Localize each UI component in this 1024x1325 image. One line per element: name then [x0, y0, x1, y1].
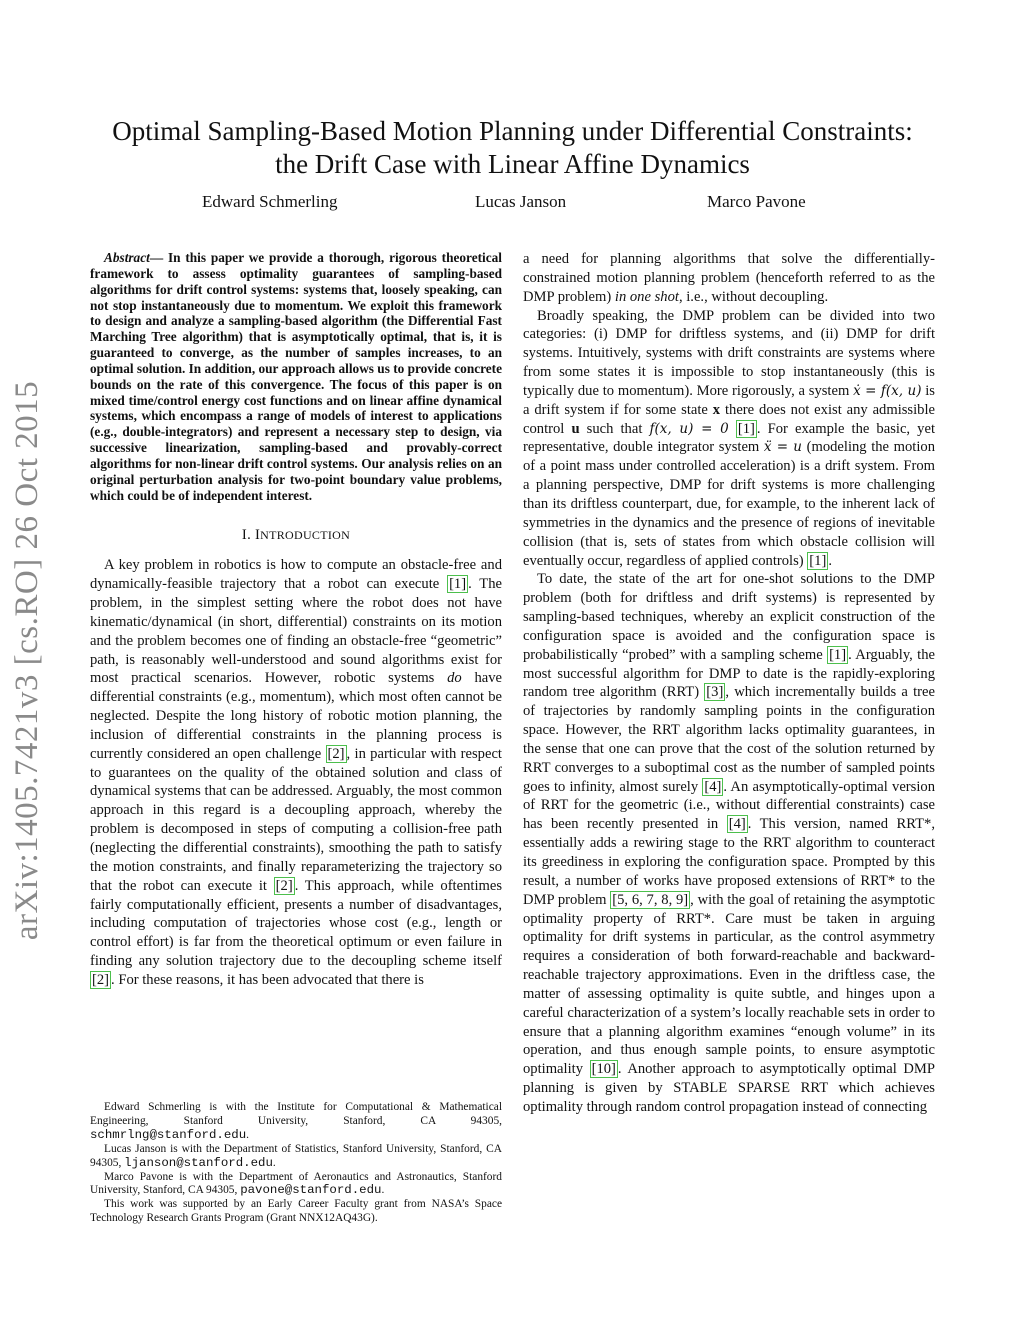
citation-link[interactable]: [1]: [829, 646, 847, 663]
section-heading-introduction: I. INTRODUCTION: [241, 526, 351, 543]
citation-link[interactable]: [2]: [275, 877, 293, 894]
footnote: Edward Schmerling is with the Institute for Computational & Mathematical Engineering, Stanford University, Stanford, CA 94305, schmrlng@stanford.edu.: [90, 1101, 502, 1142]
author-name: Marco Pavone: [707, 192, 806, 211]
body-paragraph-continued: a need for planning algorithms that solve the differentially-constrained motion planning problem (henceforth referred to as the DMP problem) in one shot, i.e., without decoupling.: [523, 251, 935, 305]
email-link[interactable]: schmrlng@stanford.edu: [90, 1127, 247, 1142]
email-link[interactable]: pavone@stanford.edu: [240, 1183, 382, 1198]
title-line-1: Optimal Sampling-Based Motion Planning under Differential Constraints:: [112, 116, 913, 146]
citation-link[interactable]: [3]: [706, 684, 724, 701]
abstract-text: — In this paper we provide a thorough, rigorous theoretical framework to assess optimality guarantees of sampling-based algorithms for drift control systems: systems that, loosely speaking, can not stop instantaneously due to momentum. We exploit this framework to design and analyze a sampling-based algorithm (the Differential Fast Marching Tree algorithm) that is asymptotically optimal, that is, it is guaranteed to converge, as the number of samples increases, to an optimal solution. In addition, our approach allows us to provide concrete bounds on the rate of this convergence. The focus of this paper is on mixed time/control energy cost functions and on linear affine dynamical systems, which encompass a range of models of interest to applications (e.g., double-integrators) and represent a necessary step to design, via successive linearization, sampling-based and provably-correct algorithms for non-linear drift control systems. Our analysis relies on an original perturbation analysis for two-point boundary value problems, which could be of independent interest.: [90, 250, 503, 503]
left-column: [90, 250, 502, 990]
right-column: [523, 250, 935, 1117]
intro-paragraph: A key problem in robotics is how to compute an obstacle-free and dynamically-feasible trajectory that a robot can execute [1] . The problem, in the simplest setting where the robot does not have kinematic/dynamical (in short, differential) constraints on its motion and the problem becomes one of finding an obstacle-free “geometric” path, is reasonably well-understood and sound algorithms exist for most practical scenarios. However, robotic systems do have differential constraints (e.g., momentum), which most often cannot be neglected. Despite the long history of robotic motion planning, the inclusion of differential constraints in the planning process is currently considered an open challenge [2] , in particular with respect to guarantees on the quality of the obtained solution and class of dynamical systems that can be addressed. Arguably, the most common approach in this regard is a decoupling approach, whereby the problem is decomposed in steps of computing a collision-free path (neglecting the differential constraints), smoothing the path to satisfy the motion constraints, and finally reparameterizing the trajectory so that the robot can execute it [2] . This approach, while oftentimes fairly computationally efficient, presents a number of disadvantages, including computation of trajectories whose cost (e.g., length or control effort) is far from the theoretical optimum or even failure in finding any solution trajectory due to the decoupling scheme itself [2] . For these reasons, it has been advocated that there is: [90, 557, 503, 988]
body-paragraph: To date, the state of the art for one-shot solutions to the DMP problem (both for driftless and drift systems) is represented by sampling-based techniques, whereby an explicit construction of the configuration space is avoided and the configuration space is probabilistically “probed” with a sampling scheme [1] . Arguably, the most successful algorithm for DMP to date is the rapidly-exploring random tree algorithm (RRT) [3] , which incrementally builds a tree of trajectories by randomly sampling points in the configuration space. However, the RRT algorithm lacks optimality guarantees, in the sense that one can prove that the cost of the solution returned by RRT converges to a suboptimal cost as the number of sampled points goes to infinity, almost surely [4] . An asymptotically-optimal version of RRT for the geometric (i.e., without differential constraints) case has been recently presented in [4] . This version, named RRT*, essentially adds a rewiring stage to the RRT algorithm to counteract its greediness in exploring the configuration space. Prompted by this result, a number of works have proposed extensions of RRT* to the DMP problem [5, 6, 7, 8, 9] , with the goal of retaining the asymptotic optimality property of RRT*. Care must be taken in arguing optimality for drift systems in particular, as the control asymmetry requires a consideration of both forward-reachable and backward-reachable trajectory approximations. Even in the driftless case, the matter of assessing optimality is quite subtle, and hinges upon a careful characterization of a system’s locally reachable sets in order to ensure that a planning algorithm examines “enough volume” in its operation, and thus enough sample points, to ensure asymptotic optimality [10] . Another approach to asymptotically optimal DMP planning is given by STABLE SPARSE RRT which achieves optimality through random control propagation instead of connecting: [523, 571, 936, 1115]
equation: ẍ = u: [763, 439, 803, 456]
citation-link[interactable]: [10]: [591, 1061, 616, 1078]
arxiv-id-text: arXiv:1405.7421v3 [cs.RO] 26 Oct 2015: [9, 380, 46, 940]
email-link[interactable]: ljanson@stanford.edu: [124, 1155, 273, 1170]
citation-link[interactable]: [2]: [92, 971, 110, 988]
abstract: [90, 250, 502, 504]
author-name: Lucas Janson: [475, 192, 567, 211]
citation-link[interactable]: [5, 6, 7, 8, 9]: [612, 891, 689, 908]
arxiv-identifier-stamp: [6, 360, 50, 960]
equation: ẋ = f(x, u): [853, 382, 922, 399]
title-line-2: the Drift Case with Linear Affine Dynamics: [275, 149, 750, 179]
footnote: This work was supported by an Early Career Faculty grant from NASA’s Space Technology Research Grants Program (Grant NNX12AQ43G).: [90, 1198, 502, 1225]
citation-link[interactable]: [2]: [327, 745, 345, 762]
footnote: Marco Pavone is with the Department of Aeronautics and Astronautics, Stanford University, Stanford, CA 94305, pavone@stanford.edu.: [90, 1170, 502, 1198]
author-footnotes: [90, 1101, 502, 1226]
body-paragraph: Broadly speaking, the DMP problem can be divided into two categories: (i) DMP for driftless systems, and (ii) DMP for drift systems. Intuitively, systems with drift constraints are systems where from some states it is impossible to stop instantaneously (this is typically due to momentum). More rigorously, a system ẋ = f(x, u) is a drift system if for some state x there does not exist any admissible control u such that f(x, u) = 0 [1] . For example the basic, yet representative, double integrator system ẍ = u (modeling the motion of a point mass under controlled acceleration) is a drift system. From a planning perspective, DMP for drift systems is more challenging than its driftless counterpart, due, for example, to the inherent lack of symmetries in the dynamics and the presence of regions of inevitable collision (that is, sets of states from which obstacle collision will eventually occur, regardless of applied controls) [1] .: [523, 307, 935, 569]
equation: f(x, u) = 0: [649, 420, 729, 437]
footnote: Lucas Janson is with the Department of Statistics, Stanford University, Stanford, CA 94305, ljanson@stanford.edu.: [90, 1142, 502, 1170]
abstract-lead: Abstract: [104, 250, 150, 265]
citation-link[interactable]: [4]: [704, 778, 722, 795]
author-list: [90, 192, 935, 218]
citation-link[interactable]: [4]: [728, 816, 746, 833]
author-name: Edward Schmerling: [202, 192, 338, 211]
citation-link[interactable]: [1]: [449, 576, 467, 593]
citation-link[interactable]: [1]: [809, 552, 827, 569]
citation-link[interactable]: [1]: [737, 420, 755, 437]
paper-title: [90, 115, 935, 181]
